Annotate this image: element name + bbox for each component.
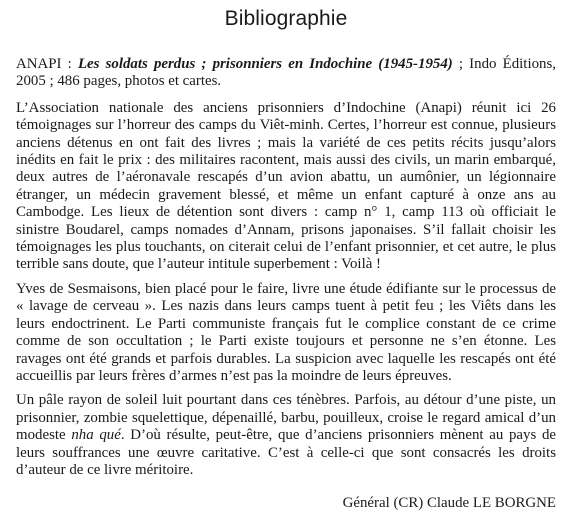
paragraph-3-start: Un pâle rayon de soleil luit pourtant dans ces ténèbres. Parfois, au détour d’une piste, un prisonnier, zombie squelettique, dépenaillé, barbu, pouilleux, croise le regard amical d’un modeste <box>16 392 556 444</box>
book-reference <box>16 56 556 91</box>
reference-publisher: ANAPI <box>16 56 62 72</box>
review-body <box>16 56 556 486</box>
paragraph-3-end: . D’où résulte, peut-être, que d’anciens prisonniers mènent au pays de leurs souffrances une œuvre caritative. C’est à celle-ci que sont consacrés les droits d’auteur de ce livre méritoire. <box>16 427 556 478</box>
author-signature: Général (CR) Claude LE BORGNE <box>342 495 556 511</box>
reference-details: ; Indo Éditions, 2005 ; 486 pages, photos et cartes. <box>16 56 556 90</box>
reference-colon: : <box>61 56 78 72</box>
reference-title: Les soldats perdus ; prisonniers en Indochine (1945-1954) <box>77 56 453 72</box>
section-title: Bibliographie <box>224 7 348 30</box>
paragraph-3 <box>16 392 556 479</box>
paragraph-3-italic-term: nha qué <box>71 427 121 444</box>
paragraph-1: L’Association nationale des anciens prisonniers d’Indochine (Anapi) réunit ici 26 témoignages sur l’horreur des camps du Viêt-minh. Certes, l’horreur est connue, plusieurs anciens détenus en ont fait des livres ; mais la variété de ces petits récits jusqu’alors inédits en fait le prix : des militaires racontent, mais aussi des civils, un marin embarqué, deux autres de l’aéronavale rescapés d’un avion abattu, un aumônier, un légionnaire étranger, un médecin gravement blessé, et même un enfant capturé à onze ans au Cambodge. Les lieux de détention sont divers : camp n° 1, camp 113 où officiait le sinistre Boudarel, camps nomades d’Annam, prisons japonaises. S’il fallait choisir les témoignages les plus touchants, on citerait celui de l’enfant prisonnier, et cet autre, le plus terrible sans doute, que l’auteur intitule superbement : Voilà ! <box>16 99 556 273</box>
paragraph-2: Yves de Sesmaisons, bien placé pour le faire, livre une étude édifiante sur le processus de « lavage de cerveau ». Les nazis dans leurs camps tuent à petit feu ; les Viêts dans les leurs endoctrinent. Le Parti communiste français fut le complice constant de ce crime comme de son occultation ; le Parti existe toujours et personne ne s’en étonne. Les ravages ont été grands et parfois durables. La suspicion avec laquelle les rescapés ont été accueillis par leurs frères d’armes n’est pas la moindre de leurs épreuves. <box>16 280 556 384</box>
